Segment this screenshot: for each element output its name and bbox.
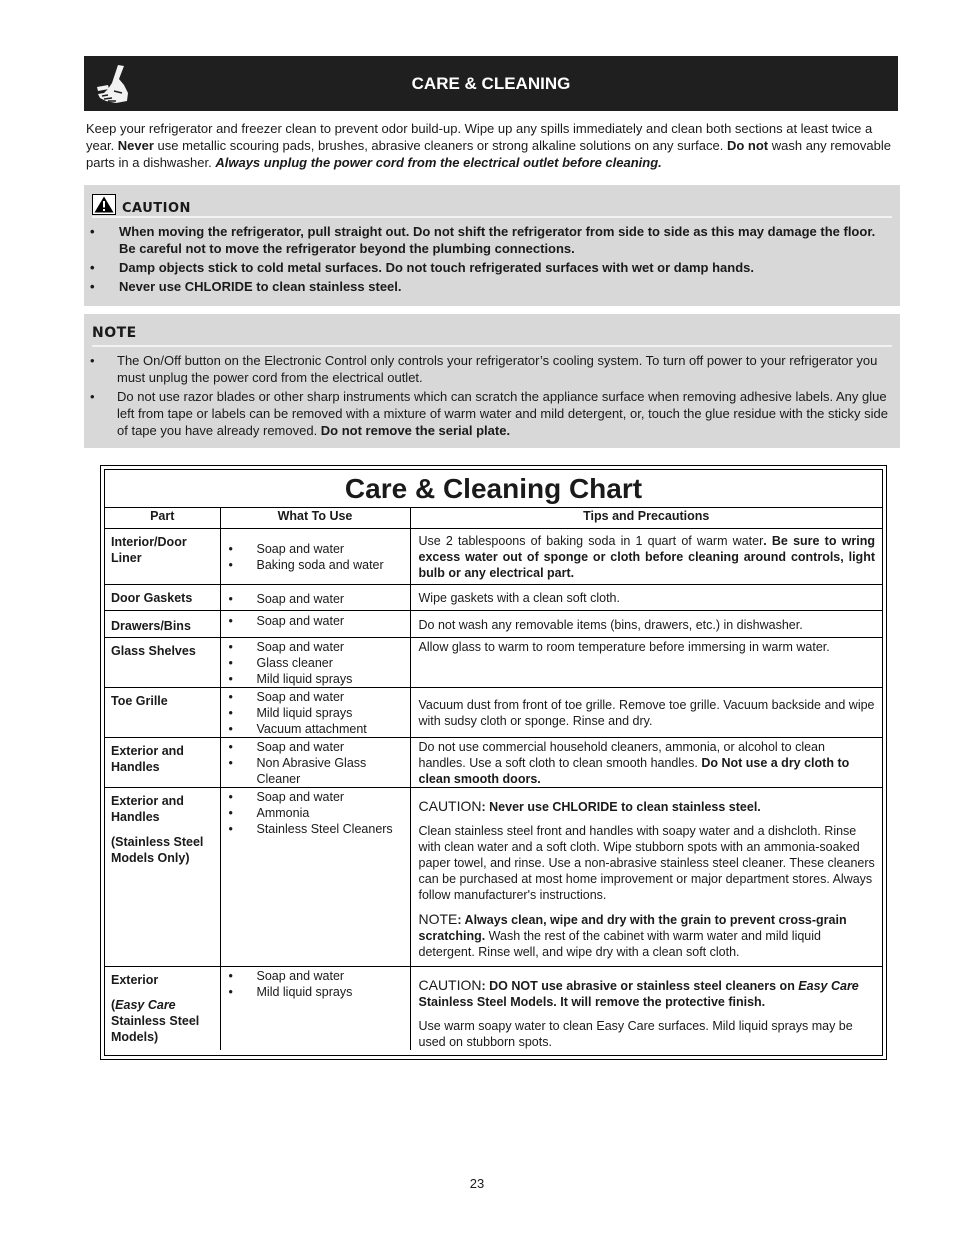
- tip-caution: [419, 977, 876, 1010]
- tips-cell: Wipe gaskets with a clean soft cloth.: [410, 585, 882, 611]
- use-cell: [220, 738, 410, 788]
- section-header: [84, 56, 898, 111]
- use-item: Soap and water: [256, 790, 345, 804]
- tips-cell: Vacuum dust from front of toe grille. Remove toe grille. Vacuum backside and wipe with sudsy cloth or sponge. Rinse and dry.: [410, 688, 882, 738]
- bullet-glyph: •: [228, 690, 233, 704]
- note-label: NOTE: [92, 325, 137, 341]
- tips-cell: [410, 788, 882, 967]
- list-item: [229, 821, 406, 837]
- intro-paragraph: [86, 120, 896, 171]
- use-item: Soap and water: [256, 969, 345, 983]
- note-box: [84, 314, 900, 448]
- caution-word: CAUTION: [418, 798, 482, 814]
- note-heading: [92, 325, 892, 347]
- use-item: Non Abrasive Glass Cleaner: [256, 756, 367, 786]
- list-item: [229, 968, 406, 984]
- tips-cell: [410, 738, 882, 788]
- list-item: [90, 278, 880, 295]
- use-item: Glass cleaner: [256, 656, 333, 670]
- bullet-glyph: •: [90, 353, 95, 368]
- care-cleaning-chart: [100, 465, 887, 1060]
- intro-text: Keep your refrigerator and freezer clean to prevent odor build-up. Wipe up any spills immediately and clean both sections at least twice a year.: [86, 121, 873, 153]
- tip-text: Use 2 tablespoons of baking soda in 1 quart of warm water: [418, 534, 764, 548]
- tip-text: Clean stainless steel front and handles with soapy water and a dishcloth. Rinse with clean water and a soft cloth. Wipe stubborn spots with an ammonia-soaked paper towel, and rinse. Use a non-abrasive stainless steel cleaner. These cleaners can be purchased at most home improvement or major department stores. Always follow manufacturer's instructions.: [418, 824, 875, 902]
- table-row: [105, 738, 882, 788]
- table-row: [105, 967, 882, 1051]
- column-header-use: What To Use: [220, 508, 410, 529]
- list-item: [229, 705, 406, 721]
- bullet-glyph: •: [228, 806, 233, 820]
- bullet-glyph: •: [228, 656, 233, 670]
- table-row: [105, 585, 882, 611]
- use-cell: [220, 585, 410, 611]
- part-cell: Interior/Door Liner: [105, 529, 220, 585]
- bullet-glyph: •: [228, 740, 233, 754]
- qualifier-paren: (: [111, 998, 116, 1012]
- intro-text: wash any removable parts in a dishwasher.: [86, 138, 891, 170]
- list-item: [229, 984, 406, 1000]
- note-item-text: The On/Off button on the Electronic Control only controls your refrigerator’s cooling system. To turn off power to your refrigerator you must unplug the power cord from the electrical outlet.: [117, 353, 878, 385]
- note-text: Wash the rest of the cabinet with warm water and mild liquid detergent. Rinse well, and wipe dry with a clean soft cloth.: [418, 929, 821, 959]
- bullet-glyph: •: [228, 558, 233, 572]
- use-cell: [220, 529, 410, 585]
- caution-item-text: Damp objects stick to cold metal surfaces. Do not touch refrigerated surfaces with wet or damp hands.: [119, 260, 754, 275]
- note-item-bold: Do not remove the serial plate.: [320, 423, 511, 438]
- caution-text: Stainless Steel Models. It will remove the protective finish.: [418, 995, 766, 1009]
- warning-triangle-icon: [92, 194, 116, 215]
- bullet-glyph: •: [228, 722, 233, 736]
- use-item: Mild liquid sprays: [256, 672, 353, 686]
- note-list: [90, 352, 890, 441]
- table-row: [105, 688, 882, 738]
- tip-text: Do not use commercial household cleaners, ammonia, or alcohol to clean handles. Use a soft cloth to clean smooth handles.: [418, 740, 825, 770]
- bullet-glyph: •: [228, 969, 233, 983]
- intro-text: use metallic scouring pads, brushes, abrasive cleaners or strong alkaline solutions on any surface.: [153, 138, 727, 153]
- intro-never: Never: [117, 138, 154, 153]
- intro-do-not: Do not: [726, 138, 769, 153]
- tip-bold: . Be sure to wring excess water out of sponge or cloth before cleaning around controls, light bulb or any electrical part.: [418, 534, 875, 580]
- use-item: Ammonia: [256, 806, 310, 820]
- list-item: [90, 259, 880, 276]
- caution-item-text: When moving the refrigerator, pull straight out. Do not shift the refrigerator from side to side as this may damage the floor. Be careful not to move the refrigerator beyond the plumbing connections.: [119, 224, 876, 256]
- column-header-part: Part: [105, 508, 220, 529]
- list-item: [229, 721, 406, 737]
- bullet-glyph: •: [228, 706, 233, 720]
- bullet-glyph: •: [228, 614, 233, 628]
- bullet-glyph: •: [90, 279, 95, 294]
- note-item-text: Do not use razor blades or other sharp instruments which can scratch the appliance surface when removing adhesive labels. Any glue left from tape or labels can be removed with a mixture of warm water and mild detergent, or, touch the glue residue with the sticky side of tape you have already removed.: [117, 389, 888, 438]
- part-cell: Drawers/Bins: [105, 611, 220, 638]
- tip-caution: [419, 798, 876, 815]
- chart-frame: [104, 469, 883, 1056]
- part-cell: Glass Shelves: [105, 638, 220, 688]
- use-item: Soap and water: [256, 592, 345, 606]
- note-word: NOTE: [418, 911, 458, 927]
- use-cell: [220, 967, 410, 1051]
- table-row: [105, 611, 882, 638]
- care-table: [105, 508, 882, 1050]
- part-name: Exterior and Handles: [111, 794, 184, 824]
- list-item: [229, 557, 406, 573]
- tip-bold: Do Not use a dry cloth to clean smooth doors.: [418, 756, 850, 786]
- list-item: [229, 541, 406, 557]
- part-cell: Door Gaskets: [105, 585, 220, 611]
- list-item: [229, 591, 406, 607]
- chart-title: Care & Cleaning Chart: [105, 470, 882, 508]
- list-item: [229, 639, 406, 655]
- use-cell: [220, 611, 410, 638]
- use-item: Soap and water: [256, 614, 345, 628]
- use-item: Soap and water: [256, 542, 345, 556]
- list-item: [229, 655, 406, 671]
- table-header-row: [105, 508, 882, 529]
- list-item: [229, 755, 387, 787]
- list-item: [90, 223, 880, 257]
- list-item: [229, 739, 406, 755]
- bullet-glyph: •: [90, 224, 95, 239]
- list-item: [229, 689, 406, 705]
- caution-heading: [92, 194, 892, 218]
- table-row: [105, 788, 882, 967]
- list-item: [90, 352, 890, 386]
- caution-item-text: Never use CHLORIDE to clean stainless steel.: [119, 279, 402, 294]
- use-item: Baking soda and water: [256, 558, 384, 572]
- tips-cell: Do not wash any removable items (bins, drawers, etc.) in dishwasher.: [410, 611, 882, 638]
- qualifier-easy-care: Easy Care: [115, 998, 176, 1012]
- qualifier-text: Stainless Steel Models): [111, 1014, 200, 1044]
- use-cell: [220, 788, 410, 967]
- bullet-glyph: •: [228, 822, 233, 836]
- list-item: [229, 805, 406, 821]
- bullet-glyph: •: [90, 260, 95, 275]
- bullet-glyph: •: [228, 790, 233, 804]
- tips-cell: [410, 529, 882, 585]
- caution-box: [84, 185, 900, 306]
- part-cell: Toe Grille: [105, 688, 220, 738]
- column-header-tips: Tips and Precautions: [410, 508, 882, 529]
- table-row: [105, 638, 882, 688]
- part-name: Exterior: [111, 973, 159, 987]
- caution-text: : DO NOT use abrasive or stainless steel cleaners on: [481, 979, 799, 993]
- part-qualifier: [111, 997, 214, 1045]
- use-item: Soap and water: [256, 690, 345, 704]
- part-cell: Exterior and Handles: [105, 738, 220, 788]
- tip-text: Use warm soapy water to clean Easy Care surfaces. Mild liquid sprays may be used on stubborn spots.: [418, 1019, 853, 1049]
- note-bold: : Always clean, wipe and dry with the grain to prevent cross-grain scratching.: [418, 913, 847, 943]
- part-cell: [105, 967, 220, 1051]
- caution-label: CAUTION: [122, 201, 191, 216]
- use-item: Stainless Steel Cleaners: [256, 822, 393, 836]
- bullet-glyph: •: [228, 592, 233, 606]
- tips-cell: [410, 967, 882, 1051]
- intro-unplug-warning: Always unplug the power cord from the electrical outlet before cleaning.: [215, 155, 662, 170]
- bullet-glyph: •: [228, 542, 233, 556]
- use-cell: [220, 688, 410, 738]
- section-title: CARE & CLEANING: [411, 74, 571, 93]
- use-item: Mild liquid sprays: [256, 706, 353, 720]
- list-item: [229, 789, 406, 805]
- bullet-glyph: •: [228, 985, 233, 999]
- list-item: [229, 613, 406, 629]
- bullet-glyph: •: [228, 672, 233, 686]
- part-qualifier: (Stainless Steel Models Only): [111, 835, 204, 865]
- tip-note: [419, 911, 876, 960]
- use-item: Vacuum attachment: [256, 722, 367, 736]
- use-cell: [220, 638, 410, 688]
- caution-word: CAUTION: [418, 977, 482, 993]
- list-item: [90, 388, 890, 439]
- caution-list: [90, 223, 880, 297]
- bullet-glyph: •: [228, 756, 233, 770]
- page-number: 23: [469, 1176, 485, 1191]
- bullet-glyph: •: [228, 640, 233, 654]
- use-item: Soap and water: [256, 640, 345, 654]
- bullet-glyph: •: [90, 389, 95, 404]
- use-item: Soap and water: [256, 740, 345, 754]
- use-item: Mild liquid sprays: [256, 985, 353, 999]
- table-row: [105, 529, 882, 585]
- caution-easy-care: Easy Care: [798, 979, 859, 993]
- list-item: [229, 671, 406, 687]
- caution-text: : Never use CHLORIDE to clean stainless steel.: [481, 800, 761, 814]
- part-cell: [105, 788, 220, 967]
- tips-cell: Allow glass to warm to room temperature before immersing in warm water.: [410, 638, 882, 688]
